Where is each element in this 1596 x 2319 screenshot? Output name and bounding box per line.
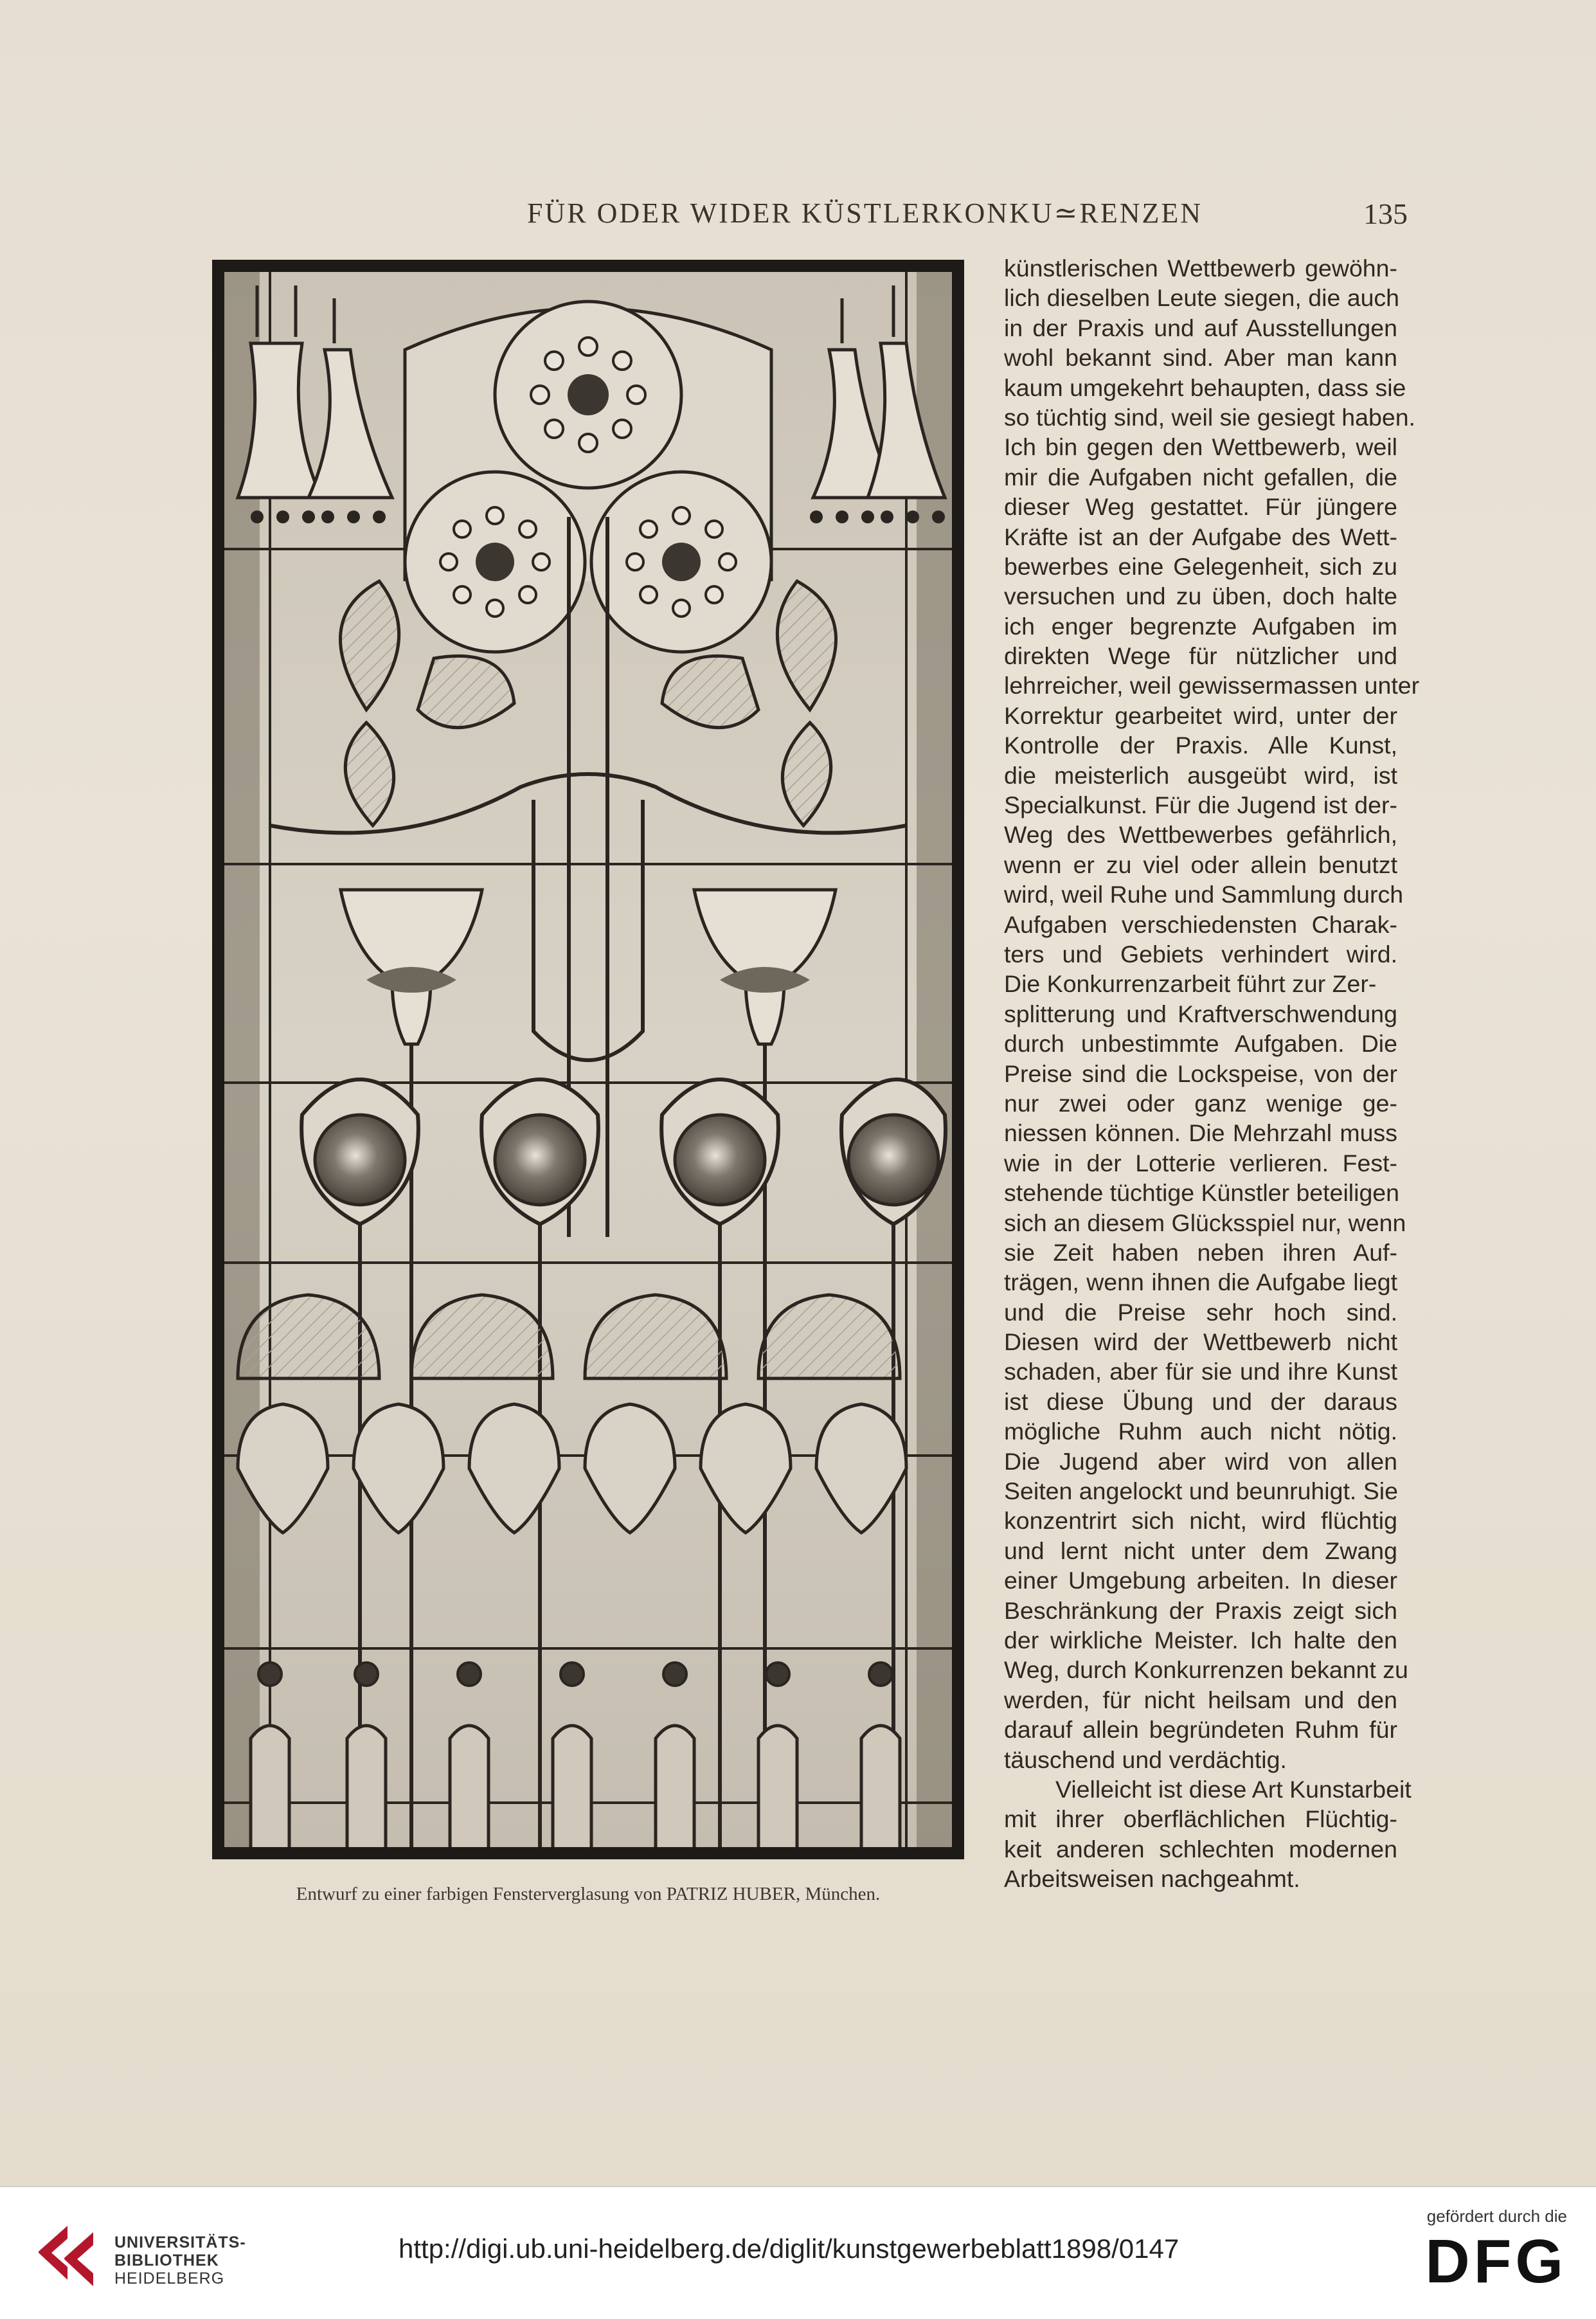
dfg-logo-icon: DFG bbox=[1425, 2227, 1567, 2296]
funding-label: gefördert durch die bbox=[1426, 2206, 1567, 2226]
text-line: direkten Wege für nützlicher und bbox=[1004, 642, 1397, 670]
text-line: versuchen und zu üben, doch halte bbox=[1004, 582, 1397, 610]
text-line: werden, für nicht heilsam und den bbox=[1004, 1686, 1397, 1713]
stained-glass-illustration bbox=[212, 260, 964, 1859]
text-line: Seiten angelockt und beunruhigt. Sie bbox=[1004, 1477, 1398, 1505]
text-line: niessen können. Die Mehrzahl muss bbox=[1004, 1119, 1397, 1147]
text-line: Ich bin gegen den Wettbewerb, weil bbox=[1004, 433, 1397, 461]
text-line: wohl bekannt sind. Aber man kann bbox=[1004, 344, 1397, 372]
text-line: wie in der Lotterie verlieren. Fest- bbox=[1004, 1149, 1397, 1177]
text-line: sie Zeit haben neben ihren Auf- bbox=[1004, 1238, 1397, 1266]
text-line: mögliche Ruhm auch nicht nötig. bbox=[1004, 1418, 1397, 1445]
library-name-line: UNIVERSITÄTS- bbox=[114, 2233, 246, 2251]
text-line: und die Preise sehr hoch sind. bbox=[1004, 1298, 1397, 1326]
text-line: stehende tüchtige Künstler beteiligen bbox=[1004, 1179, 1400, 1207]
text-line: Aufgaben verschiedensten Charak- bbox=[1004, 910, 1397, 938]
source-url-link[interactable]: http://digi.ub.uni-heidelberg.de/diglit/kunstgewerbeblatt1898/0147 bbox=[399, 2233, 1179, 2264]
digitization-footer bbox=[0, 2186, 1596, 2319]
text-line: die meisterlich ausgeübt wird, ist bbox=[1004, 761, 1397, 789]
text-line: Arbeitsweisen nachgeahmt. bbox=[1004, 1865, 1300, 1893]
text-line: und lernt nicht unter dem Zwang bbox=[1004, 1537, 1397, 1564]
text-line: sich an diesem Glücksspiel nur, wenn bbox=[1004, 1209, 1406, 1236]
library-name-line: BIBLIOTHEK bbox=[114, 2251, 219, 2269]
article-column bbox=[1004, 253, 1420, 1893]
text-line: kaum umgekehrt behaupten, dass sie bbox=[1004, 374, 1406, 401]
library-name bbox=[114, 2233, 246, 2287]
text-line: wenn er zu viel oder allein benutzt bbox=[1004, 851, 1397, 878]
text-line: dieser Weg gestattet. Für jüngere bbox=[1004, 493, 1397, 521]
text-line: täuschend und verdächtig. bbox=[1004, 1746, 1287, 1773]
text-line: konzentrirt sich nicht, wird flüchtig bbox=[1004, 1507, 1397, 1535]
text-line: keit anderen schlechten modernen bbox=[1004, 1835, 1397, 1863]
text-line: Kontrolle der Praxis. Alle Kunst, bbox=[1004, 732, 1397, 759]
window-design-drawing bbox=[212, 260, 964, 1859]
text-line: ich enger begrenzte Aufgaben im bbox=[1004, 612, 1397, 640]
text-line: Preise sind die Lockspeise, von der bbox=[1004, 1060, 1397, 1087]
running-title: FÜR ODER WIDER KÜSTLERKONKU≃RENZEN bbox=[527, 197, 1203, 229]
text-line: Die Jugend aber wird von allen bbox=[1004, 1447, 1397, 1475]
text-line: schaden, aber für sie und ihre Kunst bbox=[1004, 1358, 1397, 1385]
text-line: Specialkunst. Für die Jugend ist der- bbox=[1004, 791, 1397, 819]
text-line: durch unbestimmte Aufgaben. Die bbox=[1004, 1030, 1397, 1058]
text-line: in der Praxis und auf Ausstellungen bbox=[1004, 314, 1397, 341]
library-name-line: HEIDELBERG bbox=[114, 2269, 225, 2287]
text-line: wird, weil Ruhe und Sammlung durch bbox=[1004, 881, 1404, 908]
text-line: der wirkliche Meister. Ich halte den bbox=[1004, 1626, 1397, 1654]
text-line: künstlerischen Wettbewerb gewöhn- bbox=[1004, 255, 1397, 282]
text-line: Weg, durch Konkurrenzen bekannt zu bbox=[1004, 1656, 1408, 1684]
text-line: Kräfte ist an der Aufgabe des Wett- bbox=[1004, 523, 1397, 550]
university-library-logo-icon bbox=[32, 2213, 103, 2296]
text-line: einer Umgebung arbeiten. In dieser bbox=[1004, 1567, 1397, 1594]
text-line: ters und Gebiets verhindert wird. bbox=[1004, 940, 1397, 968]
text-line: Beschränkung der Praxis zeigt sich bbox=[1004, 1596, 1397, 1624]
text-line: bewerbes eine Gelegenheit, sich zu bbox=[1004, 552, 1397, 580]
text-line: lehrreicher, weil gewissermassen unter bbox=[1004, 672, 1420, 699]
page-number: 135 bbox=[1363, 197, 1408, 230]
text-line: Vielleicht ist diese Art Kunstarbeit bbox=[1055, 1775, 1412, 1803]
figure-caption: Entwurf zu einer farbigen Fensterverglasung von PATRIZ HUBER, München. bbox=[296, 1884, 881, 1904]
text-line: Die Konkurrenzarbeit führt zur Zer- bbox=[1004, 970, 1377, 998]
text-line: nur zwei oder ganz wenige ge- bbox=[1004, 1089, 1397, 1117]
text-line: Korrektur gearbeitet wird, unter der bbox=[1004, 701, 1397, 729]
text-line: mir die Aufgaben nicht gefallen, die bbox=[1004, 463, 1397, 491]
text-line: Diesen wird der Wettbewerb nicht bbox=[1004, 1328, 1397, 1356]
text-line: ist diese Übung und der daraus bbox=[1004, 1387, 1397, 1415]
text-line: trägen, wenn ihnen die Aufgabe liegt bbox=[1004, 1268, 1397, 1296]
page-header bbox=[212, 193, 1408, 244]
funding-notice bbox=[1425, 2206, 1567, 2297]
text-line: so tüchtig sind, weil sie gesiegt haben. bbox=[1004, 403, 1415, 431]
text-line: Weg des Wettbewerbes gefährlich, bbox=[1004, 821, 1397, 849]
text-line: lich dieselben Leute siegen, die auch bbox=[1004, 284, 1400, 312]
text-line: darauf allein begründeten Ruhm für bbox=[1004, 1716, 1397, 1744]
text-line: splitterung und Kraftverschwendung bbox=[1004, 1000, 1397, 1027]
text-line: mit ihrer oberflächlichen Flüchtig- bbox=[1004, 1805, 1397, 1833]
